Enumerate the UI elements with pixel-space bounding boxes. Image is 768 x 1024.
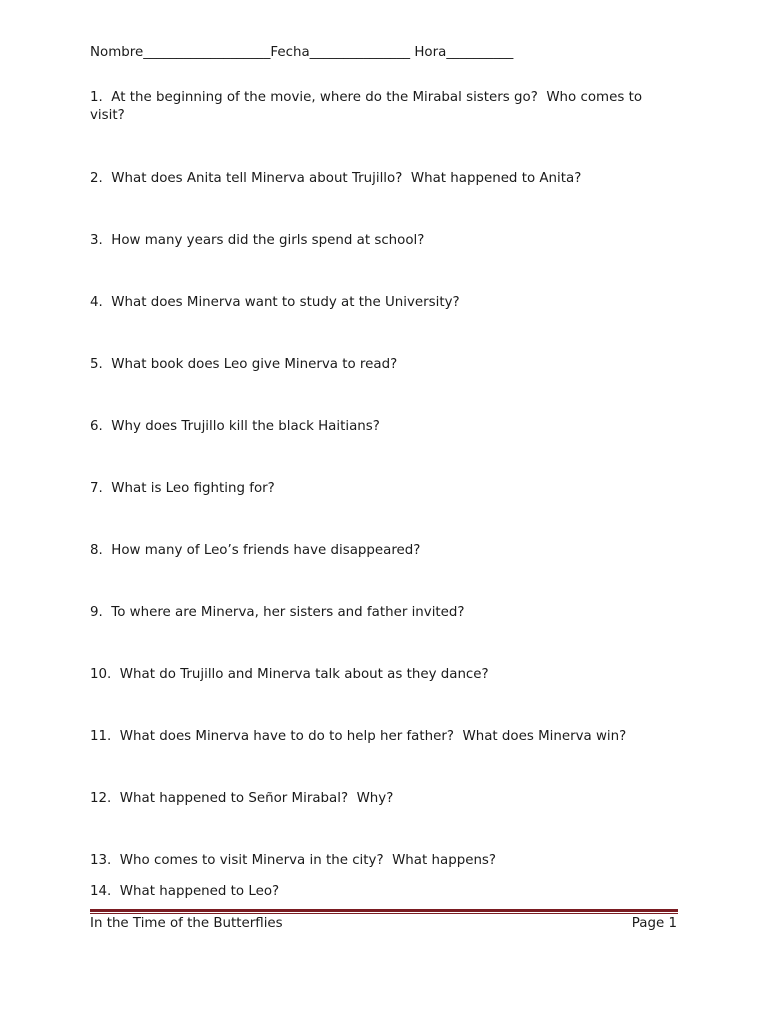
question-4: 4. What does Minerva want to study at the University? xyxy=(90,295,460,310)
question-5: 5. What book does Leo give Minerva to read? xyxy=(90,357,398,372)
question-1: 1. At the beginning of the movie, where do the Mirabal sisters go? Who comes to visit? xyxy=(90,90,647,123)
question-3: 3. How many years did the girls spend at school? xyxy=(90,233,425,248)
question-13: 13. Who comes to visit Minerva in the city? What happens? xyxy=(90,853,497,868)
footer-page-number: Page 1 xyxy=(631,916,677,931)
question-9: 9. To where are Minerva, her sisters and father invited? xyxy=(90,605,465,620)
footer-document-title: In the Time of the Butterflies xyxy=(90,916,283,931)
question-7: 7. What is Leo fighting for? xyxy=(90,481,275,496)
question-14: 14. What happened to Leo? xyxy=(90,884,280,899)
question-10: 10. What do Trujillo and Minerva talk about as they dance? xyxy=(90,667,489,682)
question-8: 8. How many of Leo’s friends have disappeared? xyxy=(90,543,421,558)
question-6: 6. Why does Trujillo kill the black Haitians? xyxy=(90,419,380,434)
footer-divider-thick xyxy=(90,909,678,912)
question-11: 11. What does Minerva have to do to help her father? What does Minerva win? xyxy=(90,729,627,744)
question-2: 2. What does Anita tell Minerva about Trujillo? What happened to Anita? xyxy=(90,171,582,186)
footer-divider-thin xyxy=(90,913,678,914)
question-12: 12. What happened to Señor Mirabal? Why? xyxy=(90,791,394,806)
name-date-time-header: Nombre___________________Fecha_______________ Hora__________ xyxy=(90,45,514,60)
